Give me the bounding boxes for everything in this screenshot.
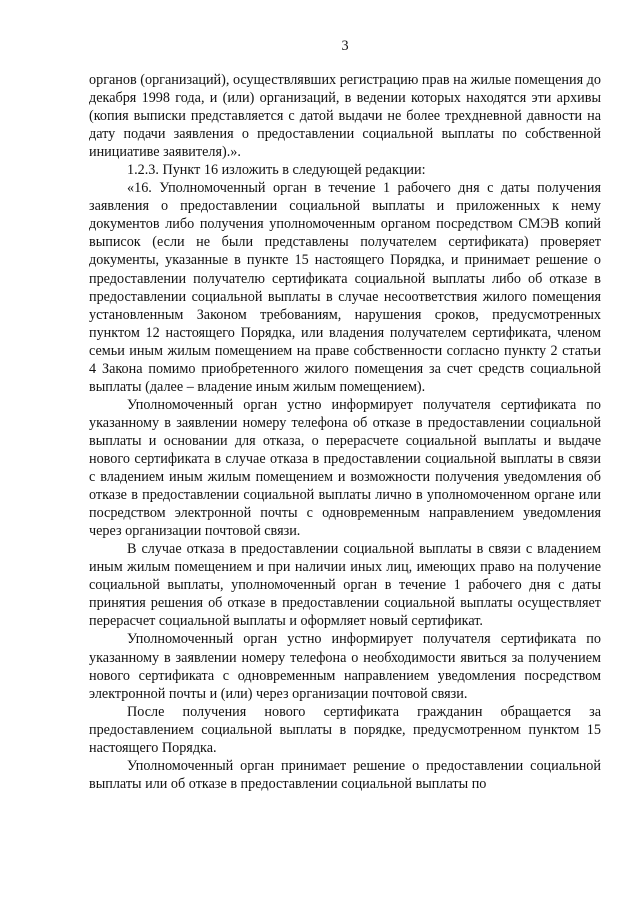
paragraph: Уполномоченный орган устно информирует получателя сертификата по указанному в заявлении номеру телефона об отказе в предоставлении социальной выплаты и основании для отказа, о перерасчете социальной выплаты и выдаче нового сертификата в случае отказа в предоставлении социальной выплаты в связи с владением иным жилым помещением и возможности получения уведомления об отказе в предоставлении социальной выплаты лично в уполномоченном органе или посредством электронной почты с одновременным направлением уведомления через организации почтовой связи. xyxy=(89,396,601,540)
paragraph: органов (организаций), осуществлявших регистрацию прав на жилые помещения до декабря 1998 года, и (или) организаций, в ведении которых находятся эти архивы (копия выписки представляется с датой выдачи не более трехдневной давности на дату подачи заявления о предоставлении социальной выплаты по собственной инициативе заявителя).». xyxy=(89,72,601,161)
page-number: 3 xyxy=(341,38,349,54)
document-body xyxy=(89,71,601,793)
paragraph: Уполномоченный орган устно информирует получателя сертификата по указанному в заявлении номеру телефона о необходимости явиться за получением нового сертификата с одновременным направлением уведомления посредством электронной почты и (или) через организации почтовой связи. xyxy=(89,631,601,702)
paragraph: Уполномоченный орган принимает решение о предоставлении социальной выплаты или об отказе в предоставлении социальной выплаты по xyxy=(89,757,601,792)
paragraph: «16. Уполномоченный орган в течение 1 рабочего дня с даты получения заявления о предоставлении социальной выплаты и приложенных к нему документов либо получения уполномоченным органом посредством СМЭВ копий выписок (если не были представлены получателем сертификата) проверяет документы, указанные в пункте 15 настоящего Порядка, и принимает решение о предоставлении получателю сертификата социальной выплаты либо об отказе в предоставлении социальной выплаты в случае несоответствия жилого помещения установленным Законом требованиям, нарушения сроков, предусмотренных пунктом 12 настоящего Порядка, или владения получателем сертификата, членом семьи иным жилым помещением на праве собственности согласно пункту 2 статьи 4 Закона помимо приобретенного жилого помещения за счет средств социальной выплаты (далее – владение иным жилым помещением). xyxy=(89,180,601,395)
document-page xyxy=(89,0,601,905)
paragraph: 1.2.3. Пункт 16 изложить в следующей редакции: xyxy=(127,162,426,179)
paragraph: После получения нового сертификата гражданин обращается за предоставлением социальной выплаты в порядке, предусмотренном пунктом 15 настоящего Порядка. xyxy=(89,703,601,756)
paragraph: В случае отказа в предоставлении социальной выплаты в связи с владением иным жилым помещением и при наличии иных лиц, имеющих право на получение социальной выплаты, уполномоченный орган в течение 1 рабочего дня с даты принятия решения об отказе в предоставлении социальной выплаты осуществляет перерасчет социальной выплаты и оформляет новый сертификат. xyxy=(89,541,601,630)
